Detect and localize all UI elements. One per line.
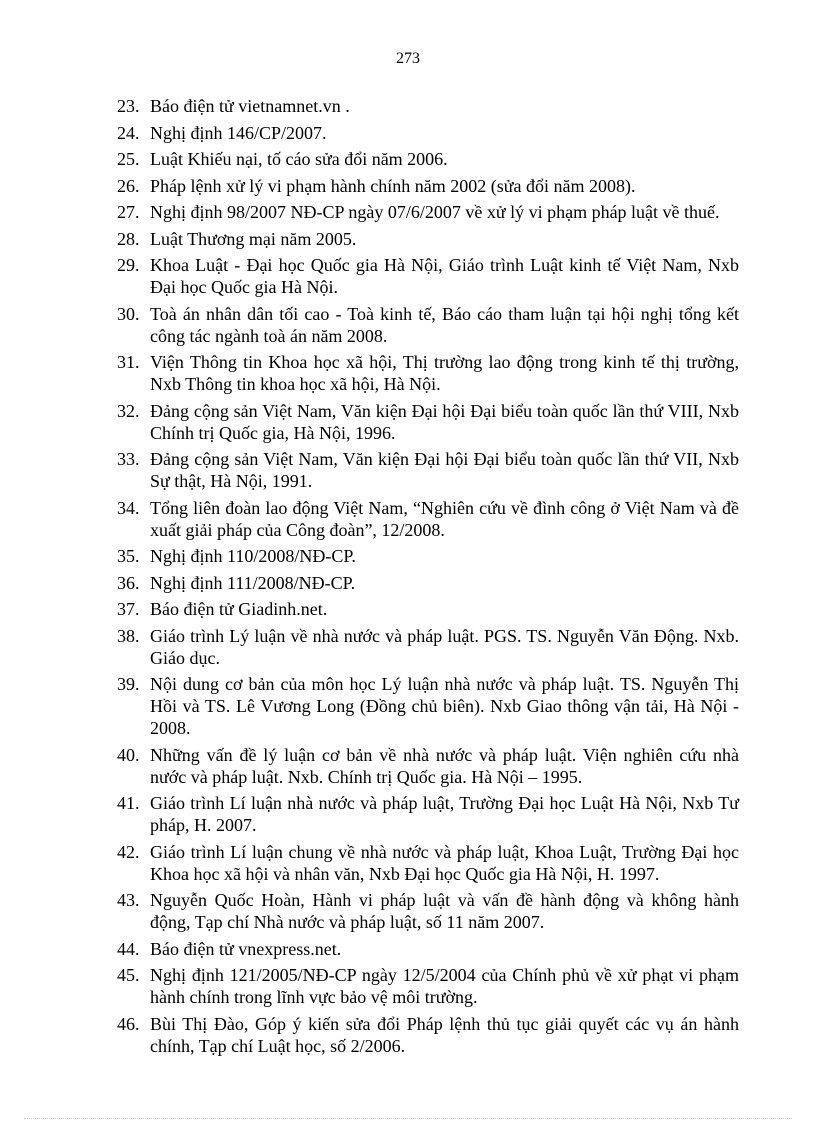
reference-item bbox=[117, 254, 739, 298]
reference-number: 42. bbox=[117, 841, 140, 862]
reference-number: 41. bbox=[117, 793, 140, 813]
reference-number: 36. bbox=[117, 572, 140, 593]
reference-item bbox=[117, 400, 739, 444]
reference-item bbox=[117, 792, 739, 836]
reference-text: Bùi Thị Đào, Góp ý kiến sửa đổi Pháp lệnh thủ tục giải quyết các vụ án hành chính, Tạp chí Luật học, số 2/2006. bbox=[150, 1013, 739, 1056]
reference-item bbox=[117, 545, 739, 567]
reference-text: Giáo trình Lí luận chung về nhà nước và pháp luật, Khoa Luật, Trường Đại học Khoa học xã hội và nhân văn, Nxb Đại học Quốc gia Hà Nội, H. 1997. bbox=[150, 841, 739, 884]
reference-item bbox=[117, 351, 739, 395]
reference-number: 33. bbox=[117, 449, 140, 469]
reference-item bbox=[117, 625, 739, 669]
reference-number: 26. bbox=[117, 175, 140, 196]
reference-text: Báo điện tử vnexpress.net. bbox=[150, 938, 342, 959]
reference-text: Toà án nhân dân tối cao - Toà kinh tế, Báo cáo tham luận tại hội nghị tổng kết công tác ngành toà án năm 2008. bbox=[150, 303, 739, 346]
reference-number: 32. bbox=[117, 400, 140, 421]
reference-text: Giáo trình Lý luận về nhà nước và pháp luật. PGS. TS. Nguyễn Văn Động. Nxb. Giáo dục. bbox=[150, 625, 739, 668]
reference-text: Nghị định 98/2007 NĐ-CP ngày 07/6/2007 về xử lý vi phạm pháp luật về thuế. bbox=[150, 202, 720, 222]
reference-text: Giáo trình Lí luận nhà nước và pháp luật, Trường Đại học Luật Hà Nội, Nxb Tư pháp, H. 2007. bbox=[150, 793, 739, 835]
reference-number: 30. bbox=[117, 303, 140, 324]
reference-number: 29. bbox=[117, 255, 140, 275]
reference-list bbox=[117, 95, 739, 1061]
reference-item bbox=[117, 303, 739, 347]
reference-item bbox=[117, 938, 739, 960]
reference-text: Tổng liên đoàn lao động Việt Nam, “Nghiên cứu về đình công ở Việt Nam và đề xuất giải pháp của Công đoàn”, 12/2008. bbox=[150, 497, 739, 540]
page-bottom-divider bbox=[24, 1118, 792, 1119]
reference-text: Báo điện tử Giadinh.net. bbox=[150, 599, 328, 619]
reference-text: Nghị định 110/2008/NĐ-CP. bbox=[150, 546, 356, 566]
reference-text: Viện Thông tin Khoa học xã hội, Thị trường lao động trong kinh tế thị trường, Nxb Thông tin khoa học xã hội, Hà Nội. bbox=[150, 352, 739, 394]
reference-item bbox=[117, 841, 739, 885]
reference-number: 23. bbox=[117, 96, 140, 116]
reference-text: Nguyễn Quốc Hoàn, Hành vi pháp luật và vấn đề hành động và không hành động, Tạp chí Nhà nước và pháp luật, số 11 năm 2007. bbox=[150, 890, 739, 932]
reference-number: 35. bbox=[117, 546, 140, 566]
reference-text: Khoa Luật - Đại học Quốc gia Hà Nội, Giáo trình Luật kinh tế Việt Nam, Nxb Đại học Quốc gia Hà Nội. bbox=[150, 255, 739, 297]
reference-text: Luật Thương mại năm 2005. bbox=[150, 228, 357, 249]
reference-item bbox=[117, 744, 739, 788]
reference-text: Nghị định 111/2008/NĐ-CP. bbox=[150, 572, 356, 593]
reference-text: Đảng cộng sản Việt Nam, Văn kiện Đại hội Đại biểu toàn quốc lần thứ VIII, Nxb Chính trị Quốc gia, Hà Nội, 1996. bbox=[150, 400, 739, 443]
reference-item bbox=[117, 122, 739, 144]
reference-item bbox=[117, 889, 739, 933]
reference-text: Nghị định 146/CP/2007. bbox=[150, 122, 327, 143]
reference-item bbox=[117, 175, 739, 197]
reference-text: Pháp lệnh xử lý vi phạm hành chính năm 2002 (sửa đổi năm 2008). bbox=[150, 175, 636, 196]
reference-number: 27. bbox=[117, 202, 140, 222]
reference-item bbox=[117, 598, 739, 620]
page-number: 273 bbox=[396, 50, 420, 67]
reference-number: 25. bbox=[117, 149, 140, 169]
reference-text: Đảng cộng sản Việt Nam, Văn kiện Đại hội Đại biểu toàn quốc lần thứ VII, Nxb Sự thật, Hà Nội, 1991. bbox=[150, 449, 739, 491]
reference-item bbox=[117, 95, 739, 117]
reference-item bbox=[117, 673, 739, 739]
reference-number: 31. bbox=[117, 352, 140, 372]
reference-text: Nghị định 121/2005/NĐ-CP ngày 12/5/2004 của Chính phủ về xử phạt vi phạm hành chính trong lĩnh vực bảo vệ môi trường. bbox=[150, 965, 739, 1007]
reference-number: 28. bbox=[117, 228, 140, 249]
reference-number: 37. bbox=[117, 599, 140, 619]
reference-number: 40. bbox=[117, 744, 140, 765]
reference-item bbox=[117, 497, 739, 541]
reference-item bbox=[117, 964, 739, 1008]
reference-text: Báo điện tử vietnamnet.vn . bbox=[150, 96, 350, 116]
reference-number: 44. bbox=[117, 938, 140, 959]
reference-item bbox=[117, 1013, 739, 1057]
reference-item bbox=[117, 228, 739, 250]
reference-number: 45. bbox=[117, 965, 140, 985]
reference-number: 34. bbox=[117, 497, 140, 518]
reference-item bbox=[117, 201, 739, 223]
reference-item bbox=[117, 448, 739, 492]
reference-number: 39. bbox=[117, 674, 140, 694]
reference-text: Luật Khiếu nại, tố cáo sửa đổi năm 2006. bbox=[150, 149, 448, 169]
reference-text: Những vấn đề lý luận cơ bản về nhà nước và pháp luật. Viện nghiên cứu nhà nước và pháp luật. Nxb. Chính trị Quốc gia. Hà Nội – 1995. bbox=[150, 744, 739, 787]
reference-item bbox=[117, 148, 739, 170]
reference-item bbox=[117, 572, 739, 594]
reference-text: Nội dung cơ bản của môn học Lý luận nhà nước và pháp luật. TS. Nguyễn Thị Hồi và TS. Lê Vương Long (Đồng chủ biên). Nxb Giao thông vận tải, Hà Nội - 2008. bbox=[150, 674, 739, 738]
reference-number: 46. bbox=[117, 1013, 140, 1034]
reference-number: 43. bbox=[117, 890, 140, 910]
reference-number: 38. bbox=[117, 625, 140, 646]
reference-number: 24. bbox=[117, 122, 140, 143]
